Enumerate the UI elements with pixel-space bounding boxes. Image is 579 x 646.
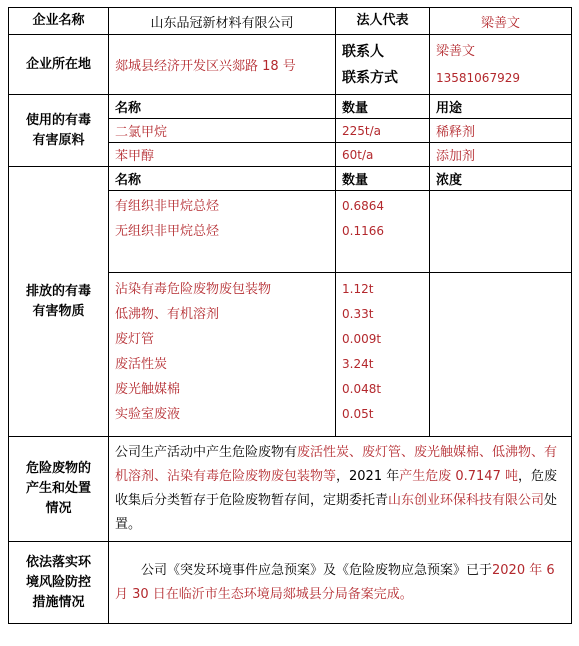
contact-method-label: 联系方式 — [342, 69, 398, 86]
raw-material-name: 二氯甲烷 — [109, 119, 336, 143]
hazardous-waste-label-line2: 产生和处置 — [25, 481, 91, 496]
raw-col-use: 用途 — [430, 95, 572, 119]
raw-materials-label-line2: 有害原料 — [32, 132, 85, 148]
emission-col-concentration: 浓度 — [430, 167, 572, 191]
list-item: 0.009t — [342, 332, 382, 346]
emission-gas-names — [109, 191, 336, 273]
address-label: 企业所在地 — [9, 35, 109, 95]
list-item: 废灯管 — [115, 332, 155, 347]
list-item: 0.048t — [342, 382, 382, 396]
contact-phone: 13581067929 — [436, 70, 520, 85]
hw-text-5: ，危废收集后分类暂存于危险废物暂存间，定期委托青 — [115, 469, 558, 508]
enterprise-info-table — [8, 7, 572, 624]
hazardous-waste-label-line3: 情况 — [45, 501, 72, 516]
list-item: 3.24t — [342, 357, 374, 371]
risk-label-line2: 境风险防控 — [25, 574, 91, 590]
hw-text-4: 产生危废 0.7147 吨 — [399, 469, 518, 484]
risk-prevention-label — [9, 542, 109, 624]
list-item: 沾染有毒危险废物废包装物 — [115, 282, 272, 297]
emissions-header-row — [9, 167, 572, 191]
company-name-label: 企业名称 — [9, 8, 109, 35]
risk-text-1: 公司《突发环境事件应急预案》及《危险废物应急预案》已于 — [141, 562, 493, 578]
raw-materials-header-row — [9, 95, 572, 119]
list-item: 低沸物、有机溶剂 — [115, 307, 220, 322]
list-item: 有组织非甲烷总烃 — [115, 199, 220, 214]
list-item: 0.33t — [342, 307, 374, 321]
raw-col-name: 名称 — [109, 95, 336, 119]
contact-person-label: 联系人 — [342, 43, 384, 60]
company-name-value: 山东品冠新材料有限公司 — [109, 8, 336, 35]
list-item: 废活性炭 — [115, 357, 168, 372]
raw-col-amount: 数量 — [336, 95, 430, 119]
legal-rep-value: 梁善文 — [430, 8, 572, 35]
emissions-label-line1: 排放的有毒 — [25, 283, 91, 299]
contact-values — [430, 35, 572, 95]
raw-material-use: 稀释剂 — [430, 119, 572, 143]
emission-gas-amounts — [336, 191, 430, 273]
hw-text-2: 废活性炭、废灯管、废光触媒棉、低沸物、有机溶剂、沾染有毒危险废物废包装物等 — [115, 445, 558, 484]
hazardous-waste-row — [9, 437, 572, 542]
risk-prevention-description — [109, 542, 572, 624]
emission-gas-concentration — [430, 191, 572, 273]
company-row — [9, 8, 572, 35]
hazardous-waste-label-line1: 危险废物的 — [25, 461, 91, 476]
risk-prevention-row — [9, 542, 572, 624]
list-item: 0.6864 — [342, 199, 384, 213]
risk-text-2: 2020 年 6 月 30 日在临沂市生态环境局郯城县分局备案完成。 — [115, 562, 555, 602]
emissions-label-line2: 有害物质 — [32, 303, 85, 319]
hw-text-3: ，2021 年 — [336, 469, 400, 484]
list-item: 0.05t — [342, 407, 374, 421]
raw-materials-label — [9, 95, 109, 167]
risk-label-line3: 措施情况 — [32, 594, 85, 610]
hw-text-7: 处置。 — [115, 493, 558, 532]
list-item: 实验室废液 — [115, 407, 181, 422]
emission-waste-concentration — [430, 273, 572, 437]
emission-waste-names — [109, 273, 336, 437]
list-item: 废光触媒棉 — [115, 382, 181, 397]
list-item: 1.12t — [342, 282, 374, 296]
risk-label-line1: 依法落实环 — [25, 554, 91, 570]
legal-rep-label: 法人代表 — [336, 8, 430, 35]
address-row — [9, 35, 572, 95]
emission-col-name: 名称 — [109, 167, 336, 191]
contact-name: 梁善文 — [436, 43, 476, 59]
list-item: 无组织非甲烷总烃 — [115, 224, 220, 239]
raw-material-name: 苯甲醇 — [109, 143, 336, 167]
list-item: 0.1166 — [342, 224, 384, 238]
emissions-label — [9, 167, 109, 437]
emission-waste-amounts — [336, 273, 430, 437]
hw-text-6: 山东创业环保科技有限公司 — [388, 493, 545, 508]
hw-text-1: 公司生产活动中产生危险废物有 — [115, 445, 298, 460]
raw-materials-label-line1: 使用的有毒 — [25, 112, 91, 128]
hazardous-waste-description — [109, 437, 572, 542]
hazardous-waste-label — [9, 437, 109, 542]
emission-col-amount: 数量 — [336, 167, 430, 191]
raw-material-amount: 60t/a — [336, 143, 430, 167]
contact-labels — [336, 35, 430, 95]
address-value: 郯城县经济开发区兴郯路 18 号 — [109, 35, 336, 95]
raw-material-use: 添加剂 — [430, 143, 572, 167]
raw-material-amount: 225t/a — [336, 119, 430, 143]
